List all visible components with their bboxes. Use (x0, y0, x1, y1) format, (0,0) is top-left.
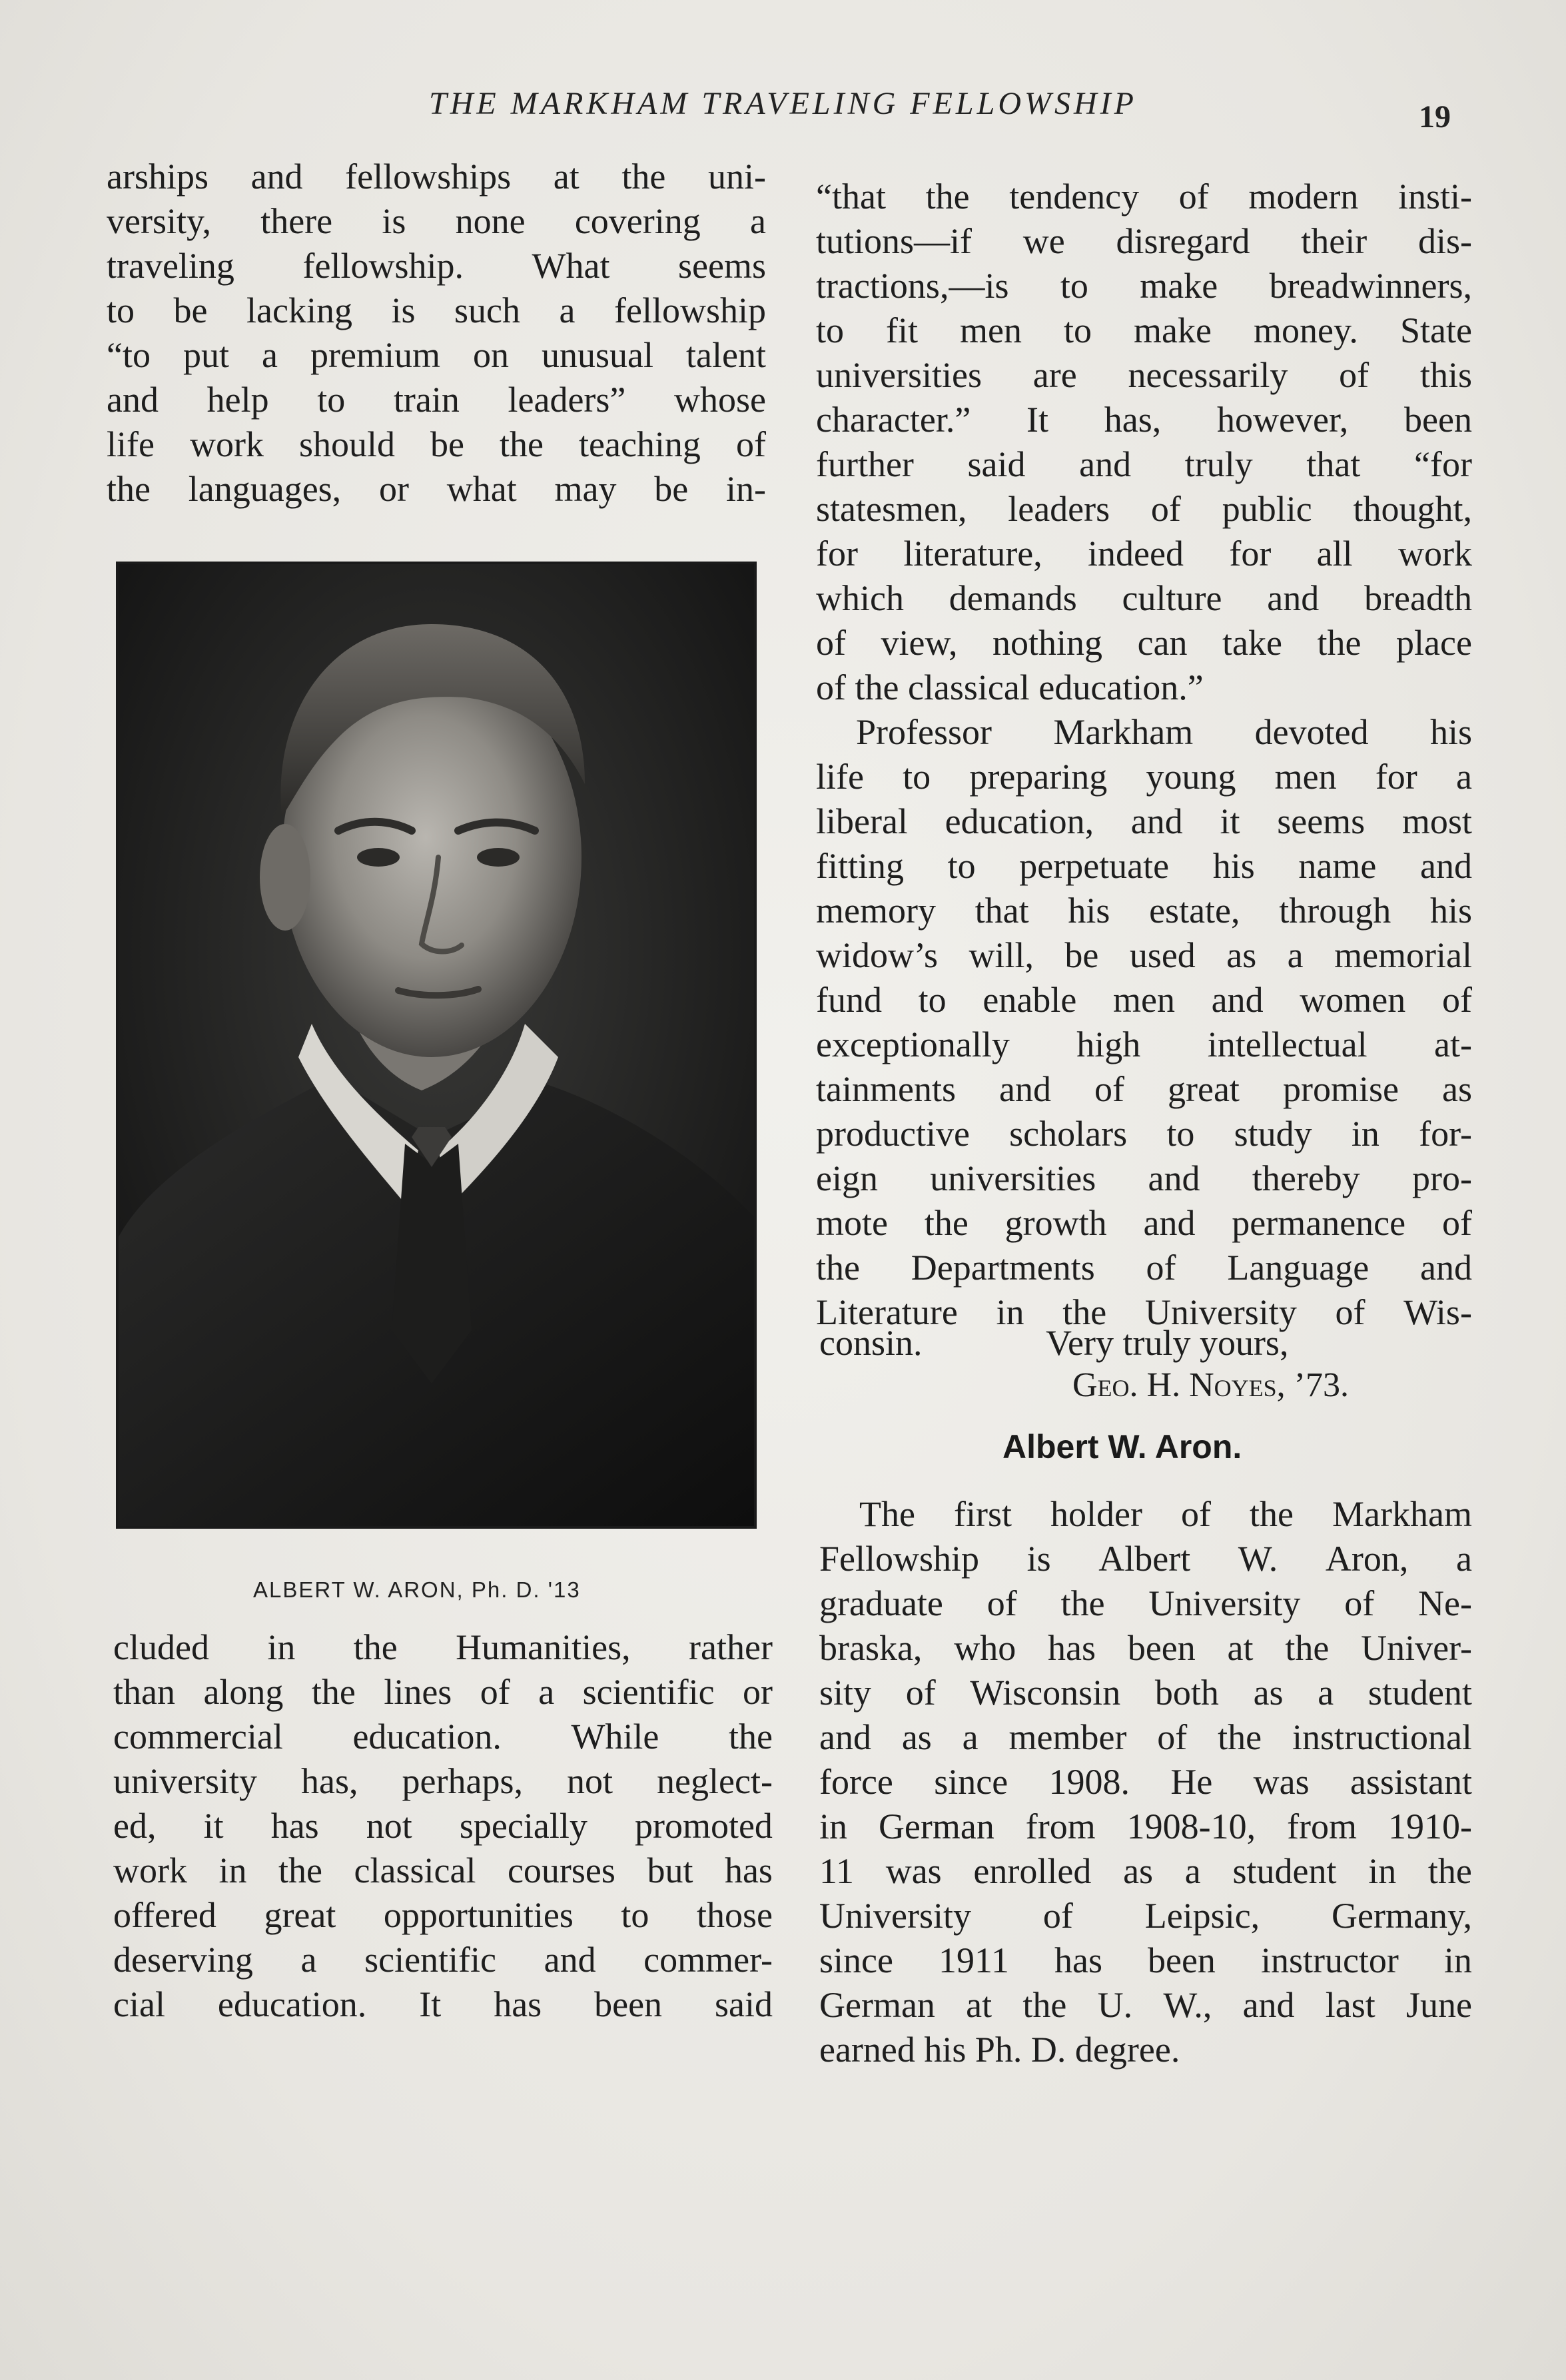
text-line: cial education. It has been said (113, 1984, 773, 2024)
text-line: universities are necessarily of this (816, 355, 1472, 395)
text-line: The first holder of the Markham (859, 1494, 1472, 1534)
text-line: graduate of the University of Ne- (819, 1583, 1472, 1623)
text-line: further said and truly that “for (816, 444, 1472, 484)
text-line: character.” It has, however, been (816, 400, 1472, 440)
text-line: the languages, or what may be in- (107, 469, 766, 509)
text-line: of view, nothing can take the place (816, 623, 1472, 663)
text-line: tainments and of great promise as (816, 1069, 1472, 1109)
letter-end-word: consin. (819, 1323, 923, 1363)
text-line: work in the classical courses but has (113, 1850, 773, 1890)
text-line: ed, it has not specially promoted (113, 1806, 773, 1846)
text-line: braska, who has been at the Univer- (819, 1628, 1472, 1668)
text-line: which demands culture and breadth (816, 578, 1472, 618)
text-line: memory that his estate, through his (816, 891, 1472, 931)
letter-signature: Geo. H. Noyes, ’73. (1072, 1366, 1349, 1404)
text-line: to be lacking is such a fellowship (107, 290, 766, 330)
text-line: versity, there is none covering a (107, 201, 766, 241)
text-line: earned his Ph. D. degree. (819, 2030, 1180, 2070)
text-line: and help to train leaders” whose (107, 380, 766, 420)
text-line: in German from 1908-10, from 1910- (819, 1806, 1472, 1846)
letter-closing: Very truly yours, (1046, 1323, 1289, 1363)
left-column-bottom (113, 1625, 773, 2027)
text-line: mote the growth and permanence of (816, 1203, 1472, 1243)
text-line: University of Leipsic, Germany, (819, 1896, 1472, 1936)
text-line: sity of Wisconsin both as a student (819, 1673, 1472, 1713)
text-line: life to preparing young men for a (816, 757, 1472, 797)
right-column (816, 175, 1472, 1335)
text-line: Literature in the University of Wis- (816, 1292, 1472, 1332)
text-line: liberal education, and it seems most (816, 801, 1472, 841)
text-line: German at the U. W., and last June (819, 1985, 1472, 2025)
text-line: productive scholars to study in for- (816, 1114, 1472, 1154)
text-line: life work should be the teaching of (107, 424, 766, 464)
text-line: cluded in the Humanities, rather (113, 1627, 773, 1667)
text-line: university has, perhaps, not neglect- (113, 1761, 773, 1801)
running-title: THE MARKHAM TRAVELING FELLOWSHIP (429, 86, 1137, 121)
text-line: deserving a scientific and commer- (113, 1940, 773, 1980)
photo-caption: ALBERT W. ARON, Ph. D. '13 (253, 1577, 581, 1602)
text-line: fitting to perpetuate his name and (816, 846, 1472, 886)
text-line: to fit men to make money. State (816, 310, 1472, 350)
text-line: tutions—if we disregard their dis- (816, 221, 1472, 261)
text-line: 11 was enrolled as a student in the (819, 1851, 1472, 1891)
text-line: of the classical education.” (816, 667, 1204, 707)
text-line: than along the lines of a scientific or (113, 1672, 773, 1712)
aron-paragraph (819, 1492, 1472, 2072)
text-line: and as a member of the instructional (819, 1717, 1472, 1757)
text-line: for literature, indeed for all work (816, 534, 1472, 574)
text-line: exceptionally high intellectual at- (816, 1024, 1472, 1064)
text-line: commercial education. While the (113, 1717, 773, 1757)
page-number: 19 (1419, 99, 1451, 135)
text-line: traveling fellowship. What seems (107, 246, 766, 286)
text-line: “that the tendency of modern insti- (816, 177, 1472, 216)
section-heading: Albert W. Aron. (1002, 1428, 1242, 1465)
left-column-top (107, 155, 766, 512)
text-line: force since 1908. He was assistant (819, 1762, 1472, 1802)
text-line: arships and fellowships at the uni- (107, 157, 766, 197)
portrait-photo (116, 562, 757, 1529)
text-line: Professor Markham devoted his (856, 712, 1472, 752)
text-line: fund to enable men and women of (816, 980, 1472, 1020)
text-line: “to put a premium on unusual talent (107, 335, 766, 375)
text-line: the Departments of Language and (816, 1248, 1472, 1288)
text-line: tractions,—is to make breadwinners, (816, 266, 1472, 306)
text-line: offered great opportunities to those (113, 1895, 773, 1935)
text-line: Fellowship is Albert W. Aron, a (819, 1539, 1472, 1579)
text-line: statesmen, leaders of public thought, (816, 489, 1472, 529)
text-line: eign universities and thereby pro- (816, 1158, 1472, 1198)
text-line: widow’s will, be used as a memorial (816, 935, 1472, 975)
text-line: since 1911 has been instructor in (819, 1940, 1472, 1980)
